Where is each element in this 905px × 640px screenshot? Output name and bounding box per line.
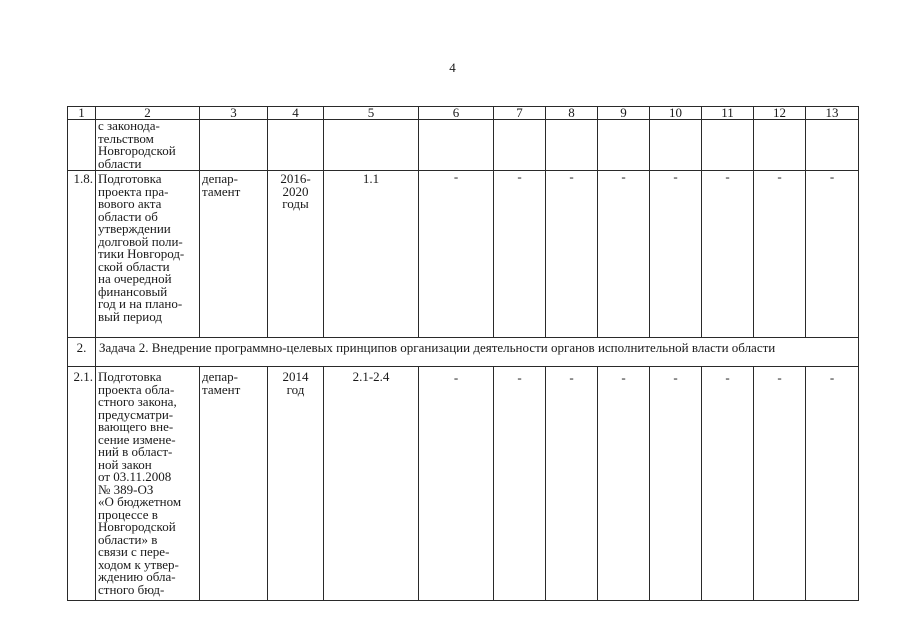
header-cell: 6 <box>419 107 494 120</box>
header-cell: 10 <box>650 107 702 120</box>
term: 2016- 2020 годы <box>268 171 324 338</box>
value-cell: - <box>650 367 702 601</box>
executor: депар- тамент <box>200 367 268 601</box>
header-cell: 12 <box>754 107 806 120</box>
header-cell: 1 <box>68 107 96 120</box>
value-cell: - <box>650 171 702 338</box>
value-cell: - <box>546 367 598 601</box>
indicator: 2.1-2.4 <box>324 367 419 601</box>
row-number: 2. <box>68 338 96 367</box>
plan-table <box>67 106 859 601</box>
header-cell: 3 <box>200 107 268 120</box>
header-cell: 2 <box>96 107 200 120</box>
value-cell: - <box>806 367 859 601</box>
header-cell: 9 <box>598 107 650 120</box>
term: 2014 год <box>268 367 324 601</box>
row-number: 2.1. <box>68 367 96 601</box>
header-row <box>68 107 859 120</box>
header-cell: 8 <box>546 107 598 120</box>
header-cell: 11 <box>702 107 754 120</box>
page-number: 4 <box>449 60 456 75</box>
measure-text: с законода- тельством Новгородской области <box>96 120 200 171</box>
value-cell: - <box>598 171 650 338</box>
measure-text: Подготовка проекта пра- вового акта области об утверждении долговой поли- тики Новгород- ской области на очередной финансовый год и на плано- вый период <box>96 171 200 338</box>
row-number: 1.8. <box>68 171 96 338</box>
value-cell: - <box>702 367 754 601</box>
header-cell: 5 <box>324 107 419 120</box>
value-cell: - <box>494 367 546 601</box>
indicator: 1.1 <box>324 171 419 338</box>
value-cell: - <box>598 367 650 601</box>
value-cell: - <box>546 171 598 338</box>
row-number <box>68 120 96 171</box>
value-cell: - <box>754 171 806 338</box>
table-row-continuation <box>68 120 859 171</box>
value-cell: - <box>702 171 754 338</box>
task-title: Задача 2. Внедрение программно-целевых принципов организации деятельности органов исполнительной власти области <box>96 338 859 367</box>
value-cell: - <box>419 171 494 338</box>
table-row-1-8 <box>68 171 859 338</box>
table-row-2-1 <box>68 367 859 601</box>
measure-text: Подготовка проекта обла- стного закона, предусматри- вающего вне- сение измене- ний в област- ной закон от 03.11.2008 № 389-ОЗ «О бюджетном процессе в Новгородской области» в связи с пере- ходом к утвер- ждению обла- стного бюд- <box>96 367 200 601</box>
header-cell: 13 <box>806 107 859 120</box>
table-row-task-2 <box>68 338 859 367</box>
header-cell: 7 <box>494 107 546 120</box>
value-cell: - <box>494 171 546 338</box>
value-cell: - <box>419 367 494 601</box>
header-cell: 4 <box>268 107 324 120</box>
value-cell: - <box>806 171 859 338</box>
value-cell: - <box>754 367 806 601</box>
executor: депар- тамент <box>200 171 268 338</box>
